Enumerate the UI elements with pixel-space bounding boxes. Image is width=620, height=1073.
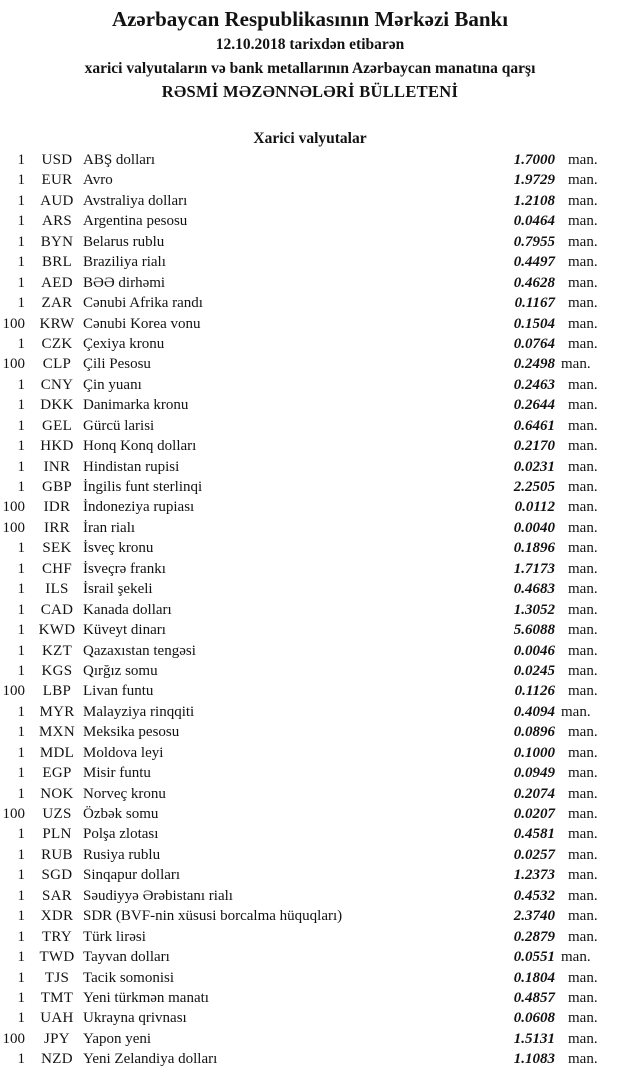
- currency-row: [0, 579, 620, 599]
- currency-name: Livan funtu: [83, 683, 154, 700]
- rate-value: 0.7955: [513, 233, 555, 250]
- currency-row: [0, 375, 620, 395]
- rate-unit: man.: [568, 908, 598, 925]
- rate-unit: man.: [561, 703, 591, 720]
- currency-code: LBP: [42, 683, 72, 700]
- rate-value: 0.2644: [513, 397, 555, 414]
- quantity: 1: [17, 642, 25, 659]
- quantity: 1: [17, 192, 25, 209]
- currency-row: [0, 865, 620, 885]
- quantity: 1: [17, 540, 25, 557]
- currency-name: İndoneziya rupiası: [83, 499, 195, 516]
- currency-name: İsveçrə frankı: [83, 560, 166, 577]
- rate-unit: man.: [568, 295, 598, 312]
- currency-name: Səudiyyə Ərəbistanı rialı: [83, 887, 233, 904]
- currency-name: Qazaxıstan tengəsi: [83, 642, 196, 659]
- quantity: 1: [17, 438, 25, 455]
- rate-unit: man.: [568, 172, 598, 189]
- currency-row: [0, 968, 620, 988]
- rate-unit: man.: [568, 233, 598, 250]
- rate-unit: man.: [568, 560, 598, 577]
- currency-code: EGP: [42, 765, 72, 782]
- currency-name: İsrail şekeli: [83, 581, 153, 598]
- currency-row: [0, 988, 620, 1008]
- rate-unit: man.: [568, 846, 598, 863]
- rate-unit: man.: [568, 417, 598, 434]
- currency-name: Yeni türkmən manatı: [83, 989, 209, 1006]
- currency-row: [0, 947, 620, 967]
- currency-code: CZK: [41, 335, 73, 352]
- currency-name: Gürcü larisi: [83, 417, 155, 434]
- rate-unit: man.: [568, 519, 598, 536]
- effective-date-line: 12.10.2018 tarixdən etibarən: [215, 36, 405, 53]
- currency-row: [0, 518, 620, 538]
- currency-code: TWD: [39, 949, 75, 966]
- currency-row: [0, 416, 620, 436]
- currency-row: [0, 927, 620, 947]
- currency-code: CNY: [40, 376, 74, 393]
- quantity: 1: [17, 724, 25, 741]
- currency-code: MXN: [39, 724, 75, 741]
- currency-name: Ukrayna qrivnası: [83, 1010, 187, 1027]
- currency-row: [0, 763, 620, 783]
- currency-row: [0, 886, 620, 906]
- quantity: 1: [17, 254, 25, 271]
- quantity: 1: [17, 887, 25, 904]
- rate-value: 0.0231: [513, 458, 555, 475]
- currency-code: ARS: [41, 213, 73, 230]
- currency-name: Türk lirəsi: [83, 928, 146, 945]
- section-title-foreign-currencies: Xarici valyutalar: [253, 130, 367, 147]
- rate-value: 0.4532: [513, 887, 555, 904]
- currency-code: NZD: [41, 1051, 73, 1068]
- rate-unit: man.: [568, 642, 598, 659]
- rate-value: 0.1504: [513, 315, 555, 332]
- currency-row: [0, 497, 620, 517]
- quantity: 1: [17, 335, 25, 352]
- rate-unit: man.: [568, 274, 598, 291]
- rate-unit: man.: [568, 601, 598, 618]
- currency-code: PLN: [42, 826, 72, 843]
- rate-unit: man.: [568, 192, 598, 209]
- currency-row: [0, 436, 620, 456]
- rate-value: 0.1804: [513, 969, 555, 986]
- currency-row: [0, 354, 620, 374]
- bulletin-title: RƏSMİ MƏZƏNNƏLƏRİ BÜLLETENİ: [161, 82, 459, 101]
- currency-code: IRR: [44, 519, 70, 536]
- rate-unit: man.: [568, 662, 598, 679]
- currency-name: Yapon yeni: [83, 1030, 152, 1047]
- rate-value: 0.0046: [513, 642, 555, 659]
- rate-unit: man.: [568, 1010, 598, 1027]
- currency-row: [0, 395, 620, 415]
- rate-unit: man.: [561, 949, 591, 966]
- currency-name: Özbək somu: [83, 806, 159, 822]
- currency-code: TJS: [44, 969, 70, 986]
- currency-row: [0, 661, 620, 681]
- currency-name: Tayvan dolları: [83, 949, 170, 966]
- rate-value: 0.2879: [513, 928, 555, 945]
- quantity: 1: [17, 417, 25, 434]
- rate-value: 1.9729: [513, 172, 555, 189]
- currency-code: SEK: [42, 540, 72, 557]
- quantity: 1: [17, 1051, 25, 1068]
- currency-row: [0, 620, 620, 640]
- rate-unit: man.: [568, 867, 598, 884]
- rate-value: 2.3740: [513, 908, 555, 925]
- rate-value: 2.2505: [513, 479, 555, 495]
- currency-name: Tacik somonisi: [83, 969, 175, 986]
- currency-code: KRW: [39, 315, 75, 332]
- quantity: 100: [2, 356, 25, 373]
- rate-unit: man.: [568, 989, 598, 1006]
- currency-name: Çexiya kronu: [83, 335, 165, 352]
- rate-value: 1.7000: [513, 152, 555, 168]
- currency-row: [0, 477, 620, 497]
- rates-table: [0, 150, 620, 1070]
- rate-value: 0.4857: [513, 989, 555, 1006]
- quantity: 1: [17, 744, 25, 761]
- quantity: 1: [17, 969, 25, 986]
- rate-value: 0.4497: [513, 254, 555, 271]
- currency-code: CHF: [41, 560, 73, 577]
- currency-code: TMT: [40, 989, 74, 1006]
- currency-name: İran rialı: [83, 519, 136, 536]
- rate-unit: man.: [568, 683, 598, 700]
- currency-row: [0, 1049, 620, 1069]
- rate-unit: man.: [568, 581, 598, 598]
- rate-value: 0.1896: [513, 540, 555, 557]
- currency-row: [0, 743, 620, 763]
- rate-value: 1.1083: [513, 1051, 555, 1068]
- rate-unit: man.: [568, 479, 598, 495]
- currency-code: GEL: [41, 417, 73, 434]
- rate-unit: man.: [568, 1030, 598, 1047]
- currency-code: RUB: [41, 846, 73, 863]
- quantity: 1: [17, 479, 25, 495]
- currency-code: AUD: [40, 192, 74, 209]
- rate-unit: man.: [568, 152, 598, 168]
- currency-code: DKK: [40, 397, 74, 414]
- currency-row: [0, 170, 620, 190]
- rate-unit: man.: [568, 785, 598, 802]
- rate-value: 0.0040: [513, 519, 555, 536]
- currency-name: Malayziya rinqqiti: [83, 703, 195, 720]
- currency-code: SAR: [41, 887, 73, 904]
- currency-code: TRY: [41, 928, 73, 945]
- currency-code: ILS: [45, 581, 69, 598]
- rate-value: 1.2373: [513, 867, 555, 884]
- rate-value: 0.2463: [513, 376, 555, 393]
- currency-code: JPY: [44, 1030, 70, 1047]
- currency-name: Misir funtu: [83, 765, 151, 782]
- currency-row: [0, 1008, 620, 1028]
- rate-value: 0.4628: [513, 274, 555, 291]
- rate-value: 0.6461: [513, 417, 555, 434]
- currency-row: [0, 232, 620, 252]
- rate-value: 0.0112: [514, 499, 555, 516]
- currency-code: BYN: [40, 233, 74, 250]
- rate-unit: man.: [568, 315, 598, 332]
- rate-unit: man.: [568, 1051, 598, 1068]
- rate-value: 0.0551: [513, 949, 555, 966]
- quantity: 1: [17, 867, 25, 884]
- currency-name: Belarus rublu: [83, 233, 165, 250]
- currency-name: Sinqapur dolları: [83, 867, 181, 884]
- rate-value: 0.0896: [513, 724, 555, 741]
- rate-unit: man.: [568, 887, 598, 904]
- currency-row: [0, 600, 620, 620]
- currency-code: KWD: [38, 622, 76, 639]
- quantity: 1: [17, 908, 25, 925]
- currency-name: Moldova leyi: [83, 744, 164, 761]
- rate-value: 0.2074: [513, 785, 555, 802]
- currency-name: Danimarka kronu: [83, 397, 189, 414]
- currency-code: UZS: [42, 806, 72, 822]
- rate-value: 0.2170: [513, 438, 555, 455]
- currency-name: Cənubi Afrika randı: [83, 295, 203, 312]
- currency-name: Braziliya rialı: [83, 254, 166, 271]
- currency-name: Avstraliya dolları: [83, 192, 188, 209]
- rate-unit: man.: [568, 806, 598, 822]
- rate-unit: man.: [568, 622, 598, 639]
- rate-value: 0.1000: [513, 744, 555, 761]
- currency-name: BƏƏ dirhəmi: [83, 274, 166, 291]
- rate-unit: man.: [568, 765, 598, 782]
- currency-code: CLP: [42, 356, 72, 373]
- currency-row: [0, 314, 620, 334]
- currency-code: MYR: [39, 703, 75, 720]
- quantity: 1: [17, 703, 25, 720]
- quantity: 1: [17, 213, 25, 230]
- currency-code: MDL: [39, 744, 75, 761]
- currency-code: CAD: [40, 601, 74, 618]
- currency-row: [0, 824, 620, 844]
- quantity: 1: [17, 152, 25, 168]
- currency-code: USD: [41, 152, 73, 168]
- currency-row: [0, 681, 620, 701]
- rate-value: 0.0245: [513, 662, 555, 679]
- currency-code: AED: [41, 274, 73, 291]
- currency-name: Meksika pesosu: [83, 724, 180, 741]
- rate-unit: man.: [568, 335, 598, 352]
- currency-code: XDR: [40, 908, 74, 925]
- rate-unit: man.: [568, 724, 598, 741]
- currency-name: Avro: [83, 172, 113, 189]
- rate-value: 0.0608: [513, 1010, 555, 1027]
- rate-value: 0.0207: [513, 806, 555, 822]
- rate-unit: man.: [568, 213, 598, 230]
- currency-name: Hindistan rupisi: [83, 458, 180, 475]
- currency-code: SGD: [41, 867, 73, 884]
- quantity: 100: [2, 519, 25, 536]
- quantity: 1: [17, 581, 25, 598]
- rate-value: 0.0464: [513, 213, 555, 230]
- rate-unit: man.: [568, 826, 598, 843]
- currency-code: BRL: [41, 254, 73, 271]
- currency-row: [0, 845, 620, 865]
- quantity: 1: [17, 376, 25, 393]
- currency-row: [0, 784, 620, 804]
- currency-name: Çili Pesosu: [83, 356, 151, 373]
- currency-row: [0, 722, 620, 742]
- currency-code: ZAR: [41, 295, 73, 312]
- rate-value: 1.2108: [513, 192, 555, 209]
- currency-code: KZT: [41, 642, 73, 659]
- rate-unit: man.: [568, 458, 598, 475]
- quantity: 1: [17, 233, 25, 250]
- rate-unit: man.: [568, 928, 598, 945]
- currency-name: Kanada dolları: [83, 601, 172, 618]
- quantity: 100: [2, 499, 25, 516]
- currency-code: IDR: [43, 499, 71, 516]
- currency-row: [0, 641, 620, 661]
- quantity: 1: [17, 172, 25, 189]
- rate-value: 0.4683: [513, 581, 555, 598]
- currency-name: ABŞ dolları: [83, 152, 156, 168]
- rate-value: 1.7173: [513, 560, 555, 577]
- quantity: 1: [17, 622, 25, 639]
- currency-code: NOK: [40, 785, 74, 802]
- currency-row: [0, 252, 620, 272]
- currency-row: [0, 150, 620, 170]
- currency-row: [0, 1029, 620, 1049]
- currency-name: Rusiya rublu: [83, 846, 161, 863]
- rate-value: 1.5131: [513, 1030, 555, 1047]
- rate-value: 0.4094: [513, 703, 555, 720]
- quantity: 1: [17, 826, 25, 843]
- currency-name: İsveç kronu: [83, 540, 154, 557]
- currency-row: [0, 334, 620, 354]
- rate-unit: man.: [568, 499, 598, 516]
- currency-name: Polşa zlotası: [83, 826, 159, 843]
- currency-code: KGS: [41, 662, 73, 679]
- currency-code: EUR: [41, 172, 73, 189]
- rate-unit: man.: [568, 744, 598, 761]
- bank-name-title: Azərbaycan Respublikasının Mərkəzi Bankı: [111, 7, 509, 31]
- rate-value: 0.4581: [513, 826, 555, 843]
- quantity: 1: [17, 785, 25, 802]
- currency-row: [0, 538, 620, 558]
- quantity: 1: [17, 846, 25, 863]
- rate-unit: man.: [568, 376, 598, 393]
- currency-code: UAH: [40, 1010, 74, 1027]
- currency-code: GBP: [41, 479, 73, 495]
- currency-name: Çin yuanı: [83, 376, 142, 393]
- quantity: 100: [2, 1030, 25, 1047]
- currency-name: Yeni Zelandiya dolları: [83, 1051, 218, 1068]
- rate-unit: man.: [568, 969, 598, 986]
- currency-name: Argentina pesosu: [83, 213, 188, 230]
- quantity: 1: [17, 601, 25, 618]
- currency-row: [0, 293, 620, 313]
- currency-row: [0, 211, 620, 231]
- rate-value: 0.1167: [514, 295, 555, 312]
- currency-row: [0, 702, 620, 722]
- rate-value: 5.6088: [513, 622, 555, 639]
- rate-value: 0.0949: [513, 765, 555, 782]
- quantity: 1: [17, 1010, 25, 1027]
- currency-name: Küveyt dinarı: [83, 622, 166, 639]
- rate-unit: man.: [561, 356, 591, 373]
- currency-row: [0, 804, 620, 824]
- rate-value: 0.1126: [514, 683, 555, 700]
- rate-value: 0.0764: [513, 335, 555, 352]
- rate-unit: man.: [568, 254, 598, 271]
- currency-row: [0, 191, 620, 211]
- quantity: 1: [17, 662, 25, 679]
- rate-unit: man.: [568, 438, 598, 455]
- currency-name: Honq Konq dolları: [83, 438, 197, 455]
- rate-value: 1.3052: [513, 601, 555, 618]
- currency-row: [0, 559, 620, 579]
- quantity: 1: [17, 274, 25, 291]
- quantity: 100: [2, 683, 25, 700]
- rate-unit: man.: [568, 397, 598, 414]
- currency-name: Cənubi Korea vonu: [83, 315, 201, 332]
- quantity: 1: [17, 765, 25, 782]
- quantity: 100: [2, 806, 25, 822]
- currency-code: HKD: [40, 438, 74, 455]
- currency-name: SDR (BVF-nin xüsusi borcalma hüquqları): [83, 908, 343, 925]
- rate-value: 0.0257: [513, 846, 555, 863]
- currency-code: INR: [43, 458, 71, 475]
- currency-name: Norveç kronu: [83, 785, 166, 802]
- currency-row: [0, 457, 620, 477]
- currency-name: İngilis funt sterlinqi: [83, 479, 203, 495]
- currency-name: Qırğız somu: [83, 662, 158, 679]
- quantity: 1: [17, 989, 25, 1006]
- quantity: 1: [17, 458, 25, 475]
- quantity: 1: [17, 560, 25, 577]
- quantity: 1: [17, 295, 25, 312]
- currency-row: [0, 273, 620, 293]
- quantity: 100: [2, 315, 25, 332]
- quantity: 1: [17, 397, 25, 414]
- quantity: 1: [17, 928, 25, 945]
- currency-row: [0, 906, 620, 926]
- rate-unit: man.: [568, 540, 598, 557]
- rate-value: 0.2498: [513, 356, 555, 373]
- bulletin-subtitle: xarici valyutaların və bank metallarının Azərbaycan manatına qarşı: [84, 60, 536, 77]
- quantity: 1: [17, 949, 25, 966]
